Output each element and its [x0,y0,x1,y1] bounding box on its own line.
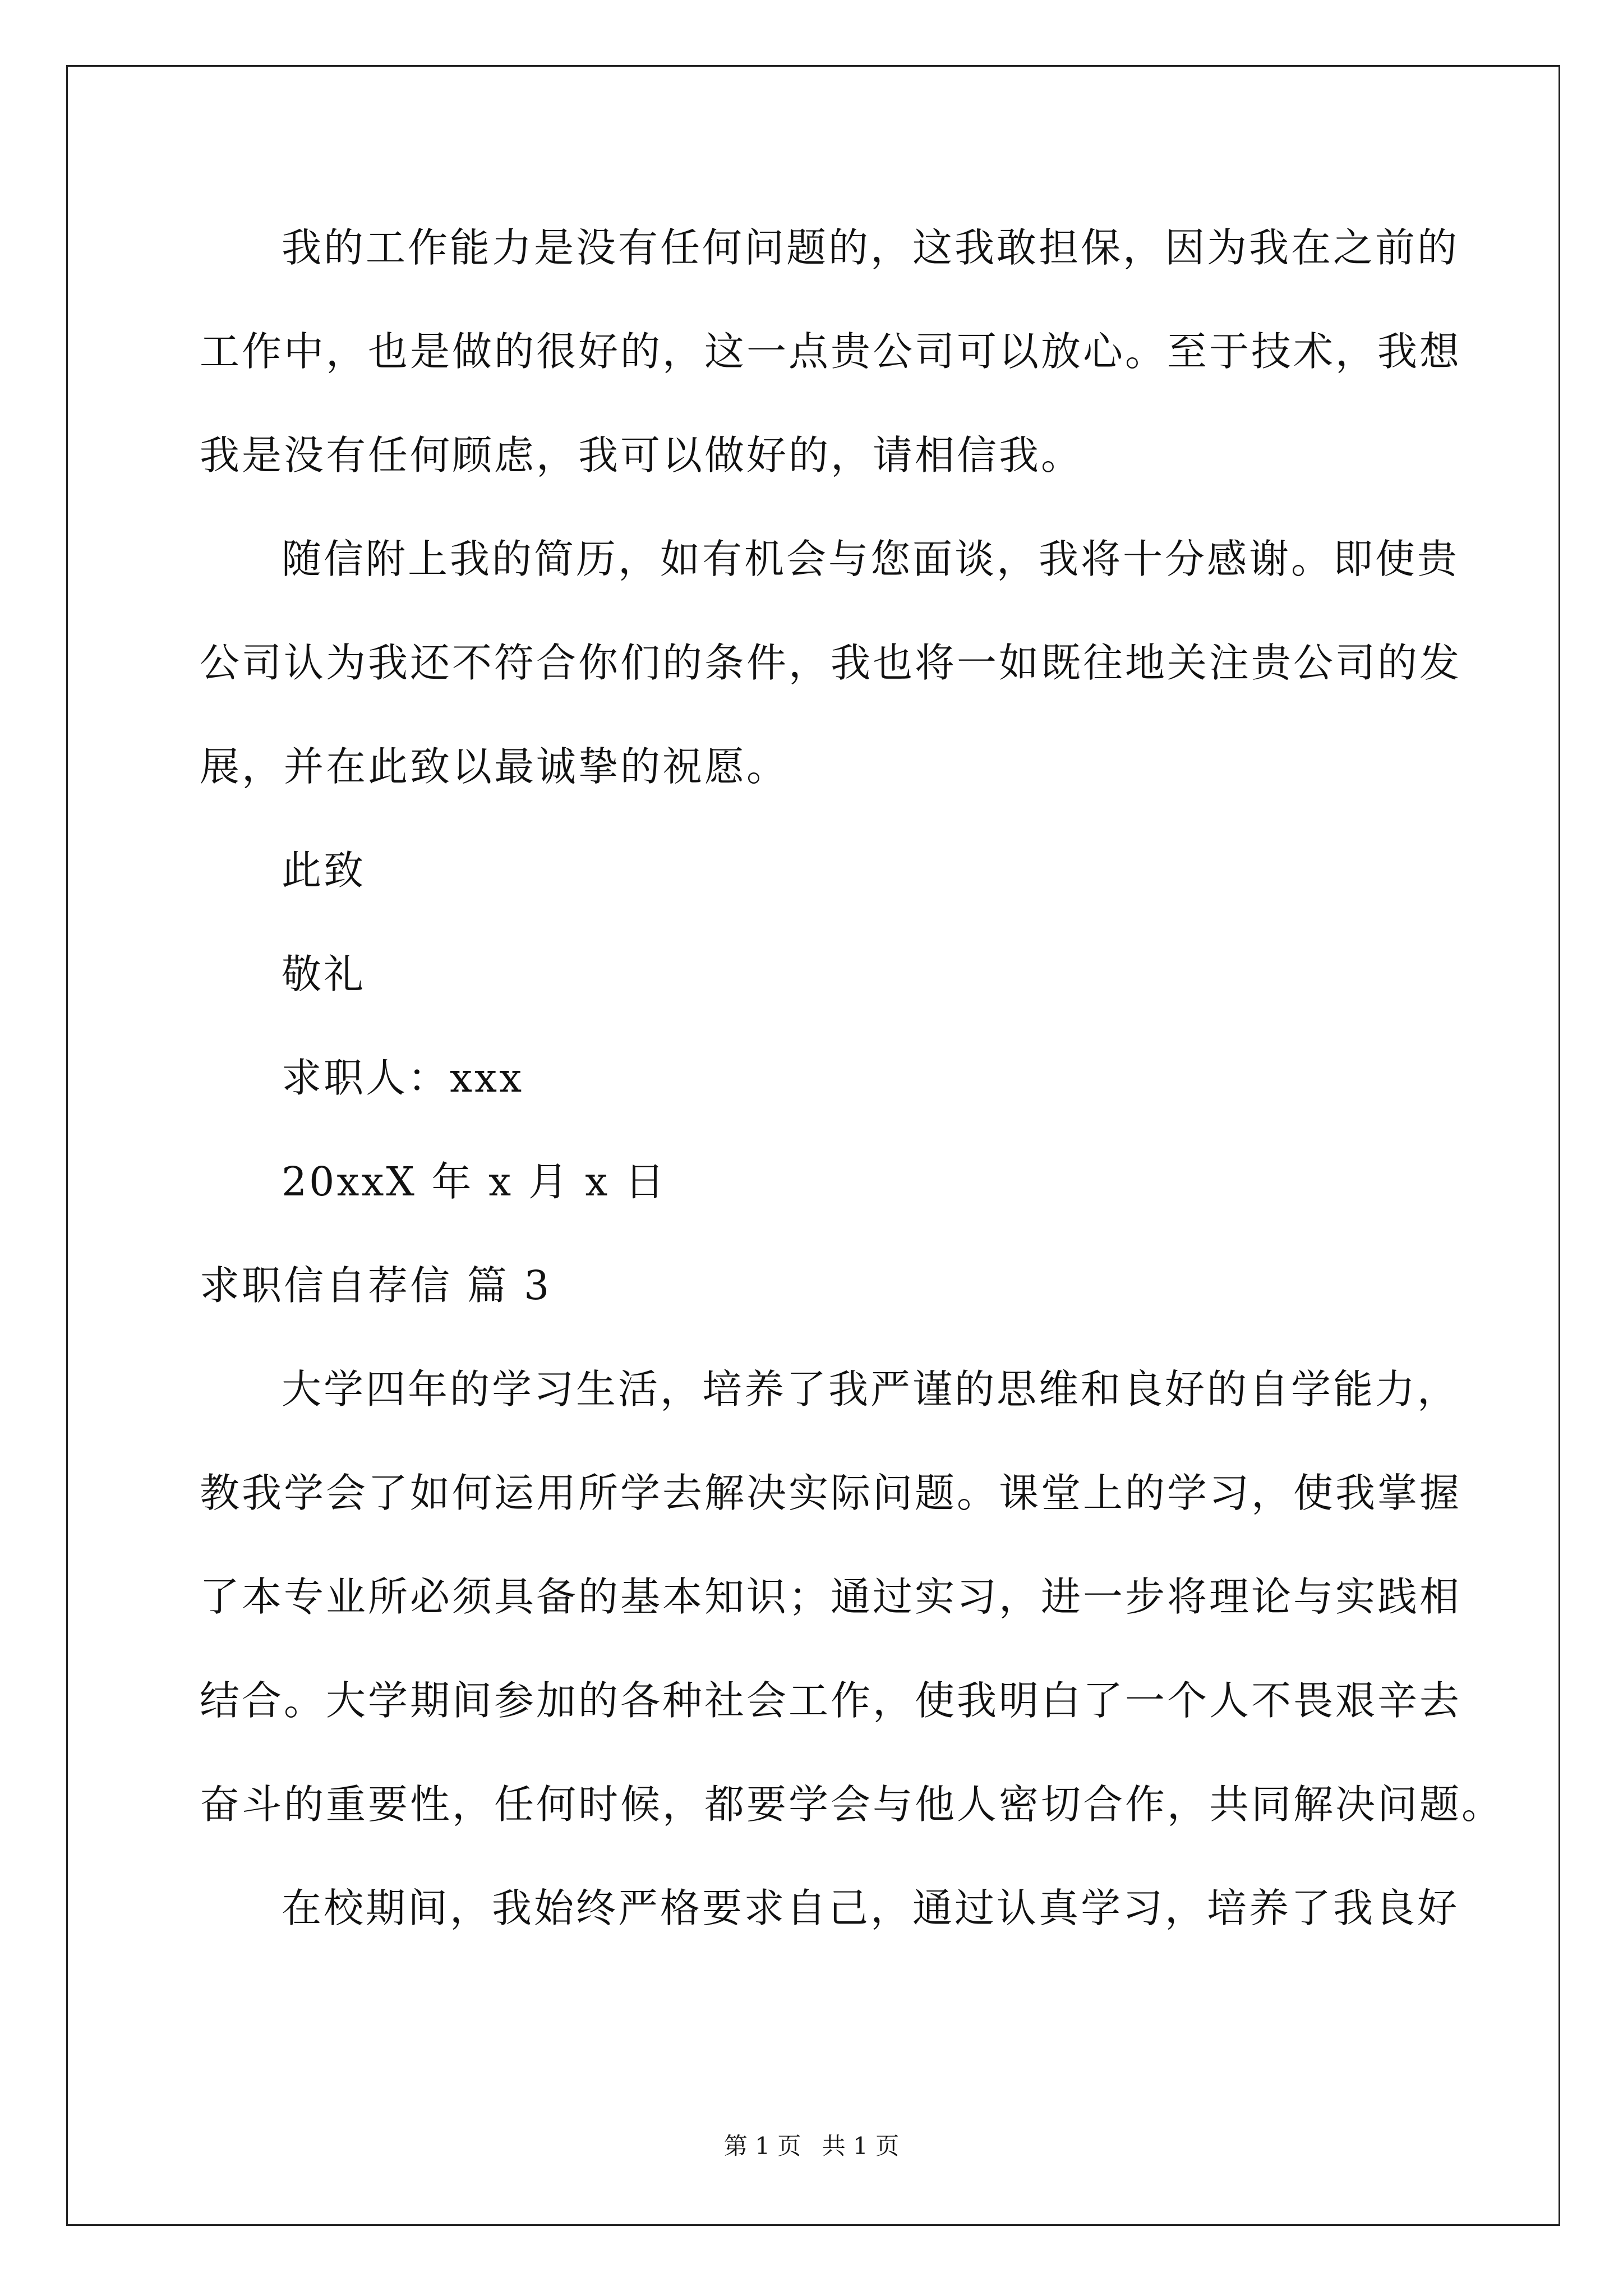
paragraph-line: 教我学会了如何运用所学去解决实际问题。课堂上的学习，使我掌握 [200,1470,1462,1516]
paragraph-line: 奋斗的重要性，任何时候，都要学会与他人密切合作，共同解决问题。 [200,1781,1504,1828]
paragraph-line: 我是没有任何顾虑，我可以做好的，请相信我。 [200,432,1083,478]
page-footer [0,2129,1623,2163]
paragraph-line: 我的工作能力是没有任何问题的，这我敢担保，因为我在之前的 [282,224,1460,271]
paragraph-line: 随信附上我的简历，如有机会与您面谈，我将十分感谢。即使贵 [282,536,1460,582]
closing-salutation: 此致 [282,847,366,894]
paragraph-line: 了本专业所必须具备的基本知识；通过实习，进一步将理论与实践相 [200,1573,1462,1620]
closing-regards: 敬礼 [282,951,366,997]
page-number-total: 共 1 页 [822,2132,900,2160]
paragraph-line: 结合。大学期间参加的各种社会工作，使我明白了一个人不畏艰辛去 [200,1677,1462,1724]
paragraph-line: 展，并在此致以最诚挚的祝愿。 [200,743,789,790]
paragraph-line: 公司认为我还不符合你们的条件，我也将一如既往地关注贵公司的发 [200,639,1462,686]
paragraph-line: 在校期间，我始终严格要求自己，通过认真学习，培养了我良好 [282,1885,1460,1931]
signature-date: 20xxX 年 x 月 x 日 [282,1158,667,1205]
paragraph-line: 大学四年的学习生活，培养了我严谨的思维和良好的自学能力， [282,1366,1460,1412]
signature-name: 求职人：xxx [282,1055,524,1101]
page-number-current: 第 1 页 [723,2132,801,2160]
section-heading: 求职信自荐信 篇 3 [200,1262,552,1309]
paragraph-line: 工作中，也是做的很好的，这一点贵公司可以放心。至于技术，我想 [200,328,1462,375]
